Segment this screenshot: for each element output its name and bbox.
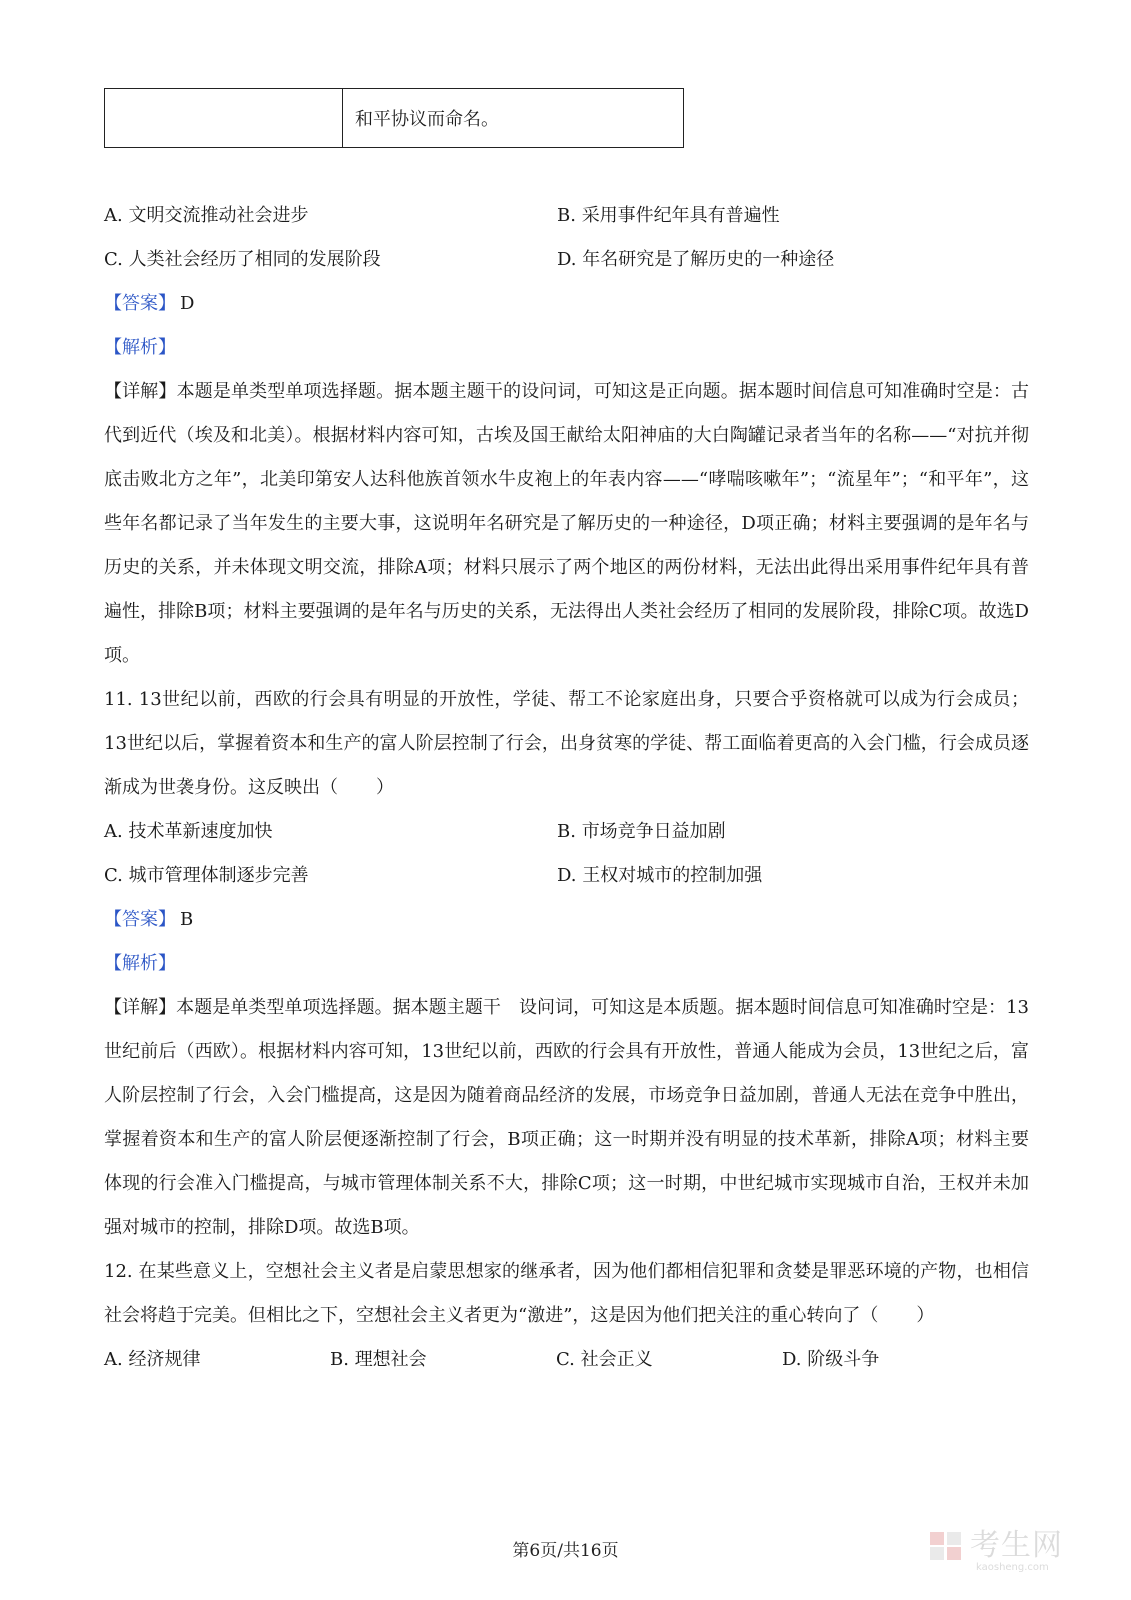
watermark-logo-icon	[928, 1528, 964, 1564]
q10-option-c: C. 人类社会经历了相同的发展阶段	[104, 249, 381, 270]
detail-text: 本题是单类型单项选择题。据本题主题干 设问词，可知这是本质题。据本题时间信息可知准确时空是：13世纪前后（西欧）。根据材料内容可知，13世纪以前，西欧的行会具有开放性，普通人能成为会员，13世纪之后，富人阶层控制了行会，入会门槛提高，这是因为随着商品经济的发展，市场竞争日益加剧，普通人无法在竞争中胜出，掌握着资本和生产的富人阶层便逐渐控制了行会，B项正确；这一时期并没有明显的技术革新，排除A项；材料主要体现的行会准入门槛提高，与城市管理体制关系不大，排除C项；这一时期，中世纪城市实现城市自治，王权并未加强对城市的控制，排除D项。故选B项。	[104, 997, 1029, 1238]
q11-detail	[104, 986, 1029, 1250]
q10-answer	[104, 282, 1029, 326]
watermark-subtext: kaosheng.com	[976, 1562, 1049, 1573]
q10-detail	[104, 370, 1029, 678]
q11-option-d: D. 王权对城市的控制加强	[557, 865, 763, 886]
q10-analysis	[104, 326, 1029, 370]
q10-option-b: B. 采用事件纪年具有普遍性	[557, 205, 780, 226]
q10-option-d: D. 年名研究是了解历史的一种途径	[557, 249, 835, 270]
q12-option-a: A. 经济规律	[104, 1349, 201, 1370]
material-table	[104, 88, 684, 148]
q10-options	[104, 194, 1029, 282]
table-cell-empty	[105, 89, 343, 148]
detail-tag: 【详解】	[104, 381, 177, 402]
answer-value: D	[180, 293, 195, 314]
page-body	[104, 88, 1029, 1382]
table-cell-text: 和平协议而命名。	[343, 89, 684, 148]
answer-tag: 【答案】	[104, 293, 176, 314]
watermark	[928, 1528, 1063, 1573]
page-number: 第6页/共16页	[512, 1541, 619, 1561]
q11-option-b: B. 市场竞争日益加剧	[557, 821, 726, 842]
q11-stem: 11. 13世纪以前，西欧的行会具有明显的开放性，学徒、帮工不论家庭出身，只要合乎资格就可以成为行会成员；13世纪以后，掌握着资本和生产的富人阶层控制了行会，出身贫寒的学徒、帮工面临着更高的入会门槛，行会成员逐渐成为世袭身份。这反映出（ ）	[104, 689, 1029, 798]
analysis-tag: 【解析】	[104, 337, 176, 358]
q11-option-c: C. 城市管理体制逐步完善	[104, 865, 309, 886]
q11-analysis	[104, 942, 1029, 986]
analysis-tag: 【解析】	[104, 953, 176, 974]
watermark-text: 考生网	[970, 1528, 1063, 1563]
q11-options	[104, 810, 1029, 898]
detail-text: 本题是单类型单项选择题。据本题主题干的设问词，可知这是正向题。据本题时间信息可知准确时空是：古代到近代（埃及和北美）。根据材料内容可知，古埃及国王献给太阳神庙的大白陶罐记录者当年的名称——“对抗并彻底击败北方之年”，北美印第安人达科他族首领水牛皮袍上的年表内容——“哮喘咳嗽年”；“流星年”；“和平年”，这些年名都记录了当年发生的主要大事，这说明年名研究是了解历史的一种途径，D项正确；材料主要强调的是年名与历史的关系，并未体现文明交流，排除A项；材料只展示了两个地区的两份材料，无法出此得出采用事件纪年具有普遍性，排除B项；材料主要强调的是年名与历史的关系，无法得出人类社会经历了相同的发展阶段，排除C项。故选D项。	[104, 381, 1029, 666]
answer-value: B	[180, 909, 194, 930]
q12-option-d: D. 阶级斗争	[782, 1349, 880, 1370]
q11-answer	[104, 898, 1029, 942]
q11-option-a: A. 技术革新速度加快	[104, 821, 273, 842]
q10-option-a: A. 文明交流推动社会进步	[104, 205, 309, 226]
q12-option-b: B. 理想社会	[330, 1349, 427, 1370]
answer-tag: 【答案】	[104, 909, 176, 930]
q12-options	[104, 1338, 1029, 1382]
table-row	[105, 89, 684, 148]
detail-tag: 【详解】	[104, 997, 177, 1018]
q12-option-c: C. 社会正义	[556, 1349, 653, 1370]
q12-stem: 12. 在某些意义上，空想社会主义者是启蒙思想家的继承者，因为他们都相信犯罪和贪婪是罪恶环境的产物，也相信社会将趋于完美。但相比之下，空想社会主义者更为“激进”，这是因为他们把关注的重心转向了（ ）	[104, 1261, 1029, 1326]
